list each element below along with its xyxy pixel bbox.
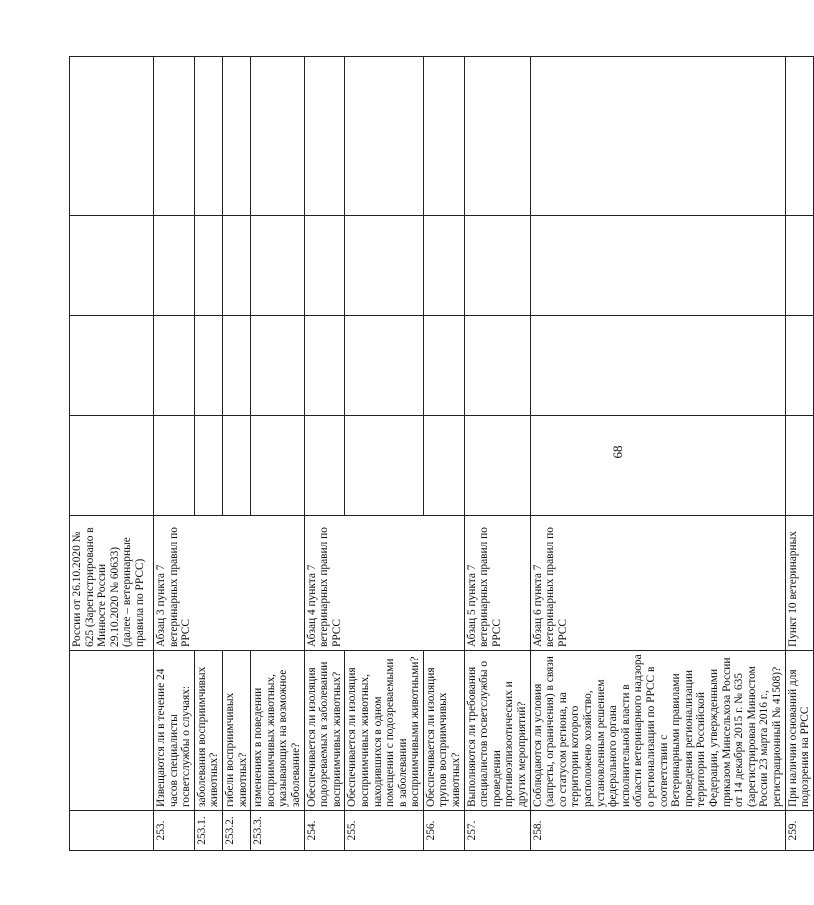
answer-no-cell xyxy=(423,316,464,416)
table-row xyxy=(785,57,813,851)
table-row xyxy=(345,57,424,851)
answer-na-cell xyxy=(222,216,250,316)
answer-yes-cell xyxy=(464,416,530,516)
answer-yes-cell xyxy=(70,416,154,516)
row-number: 253. xyxy=(154,811,195,851)
row-number: 256. xyxy=(423,811,464,851)
note-cell xyxy=(194,57,222,216)
question-cell: гибели восприимчивых животных? xyxy=(222,651,250,811)
row-number: 259. xyxy=(785,811,813,851)
answer-no-cell xyxy=(70,316,154,416)
answer-no-cell xyxy=(251,316,304,416)
note-cell xyxy=(154,57,195,216)
table-row xyxy=(194,57,222,851)
question-cell: Извещаются ли в течение 24 часов специалисты госветслужбы о случаях: xyxy=(154,651,195,811)
answer-na-cell xyxy=(423,216,464,316)
question-cell: Выполняются ли требования специалистов госветслужбы о проведении противоэпизоотических и других мероприятий? xyxy=(464,651,530,811)
answer-no-cell xyxy=(194,316,222,416)
answer-na-cell xyxy=(304,216,345,316)
note-cell xyxy=(251,57,304,216)
table-row xyxy=(304,57,345,851)
table-row xyxy=(222,57,250,851)
row-number: 253.1. xyxy=(194,811,222,851)
table-row xyxy=(530,57,785,851)
answer-no-cell xyxy=(304,316,345,416)
answer-yes-cell xyxy=(251,416,304,516)
row-number: 254. xyxy=(304,811,345,851)
question-cell: заболевания восприимчивых животных? xyxy=(194,651,222,811)
answer-yes-cell xyxy=(785,416,813,516)
answer-na-cell xyxy=(70,216,154,316)
answer-na-cell xyxy=(251,216,304,316)
table-row xyxy=(154,57,195,851)
question-cell: При наличии оснований для подозрения на РРСС xyxy=(785,651,813,811)
table-row xyxy=(464,57,530,851)
answer-no-cell xyxy=(345,316,424,416)
answer-yes-cell xyxy=(530,416,785,516)
answer-na-cell xyxy=(154,216,195,316)
answer-na-cell xyxy=(464,216,530,316)
note-cell xyxy=(423,57,464,216)
row-number: 257. xyxy=(464,811,530,851)
reference-cell: Абзац 6 пункта 7 ветеринарных правил по РРСС xyxy=(530,516,785,651)
question-cell: Соблюдаются ли условия (запреты, ограничения) в связи со статусом региона, на территории которого расположено хозяйство, установленным решением федерального органа исполнительной власти в области ветеринарного надзора о регионализации по РРСС в соответствии с Ветеринарными правилами проведения регионализации территории Российской Федерации, утвержденными приказом Минсельхоза России от 14 декабря 2015 г. № 635 (зарегистрирован Минюстом России 23 марта 2016 г., регистрационный № 41508)? xyxy=(530,651,785,811)
note-cell xyxy=(304,57,345,216)
answer-na-cell xyxy=(530,216,785,316)
table-row xyxy=(251,57,304,851)
answer-yes-cell xyxy=(222,416,250,516)
row-number: 255. xyxy=(345,811,424,851)
note-cell xyxy=(345,57,424,216)
row-number: 253.3. xyxy=(251,811,304,851)
reference-cell: Абзац 4 пункта 7 ветеринарных правил по РРСС xyxy=(304,516,464,651)
table-row xyxy=(70,57,154,851)
answer-no-cell xyxy=(222,316,250,416)
row-number: 253.2. xyxy=(222,811,250,851)
table-row xyxy=(423,57,464,851)
answer-no-cell xyxy=(785,316,813,416)
question-cell: изменениях в поведении восприимчивых животных, указывающих на возможное заболевание? xyxy=(251,651,304,811)
answer-yes-cell xyxy=(194,416,222,516)
answer-yes-cell xyxy=(304,416,345,516)
reference-cell: Абзац 5 пункта 7 ветеринарных правил по РРСС xyxy=(464,516,530,651)
answer-na-cell xyxy=(785,216,813,316)
note-cell xyxy=(222,57,250,216)
row-number xyxy=(70,811,154,851)
note-cell xyxy=(464,57,530,216)
answer-na-cell xyxy=(345,216,424,316)
answer-yes-cell xyxy=(154,416,195,516)
reference-cell: Абзац 3 пункта 7 ветеринарных правил по РРСС xyxy=(154,516,305,651)
answer-na-cell xyxy=(194,216,222,316)
question-cell xyxy=(70,651,154,811)
answer-no-cell xyxy=(464,316,530,416)
checklist-table xyxy=(69,56,814,851)
note-cell xyxy=(70,57,154,216)
note-cell xyxy=(530,57,785,216)
row-number: 258. xyxy=(530,811,785,851)
question-cell: Обеспечивается ли изоляция трупов восприимчивых животных? xyxy=(423,651,464,811)
answer-yes-cell xyxy=(345,416,424,516)
answer-yes-cell xyxy=(423,416,464,516)
answer-no-cell xyxy=(530,316,785,416)
note-cell xyxy=(785,57,813,216)
question-cell: Обеспечивается ли изоляция подозреваемых в заболевании восприимчивых животных? xyxy=(304,651,345,811)
reference-cell: России от 26.10.2020 № 625 (Зарегистрировано в Минюсте России 29.10.2020 № 60633) (далее – ветеринарные правила по РРСС) xyxy=(70,516,154,651)
answer-no-cell xyxy=(154,316,195,416)
reference-cell: Пункт 10 ветеринарных xyxy=(785,516,813,651)
page-number: 68 xyxy=(610,445,625,459)
question-cell: Обеспечивается ли изоляция восприимчивых животных, находившихся в одном помещении с подозреваемыми в заболевании восприимчивыми животными? xyxy=(345,651,424,811)
